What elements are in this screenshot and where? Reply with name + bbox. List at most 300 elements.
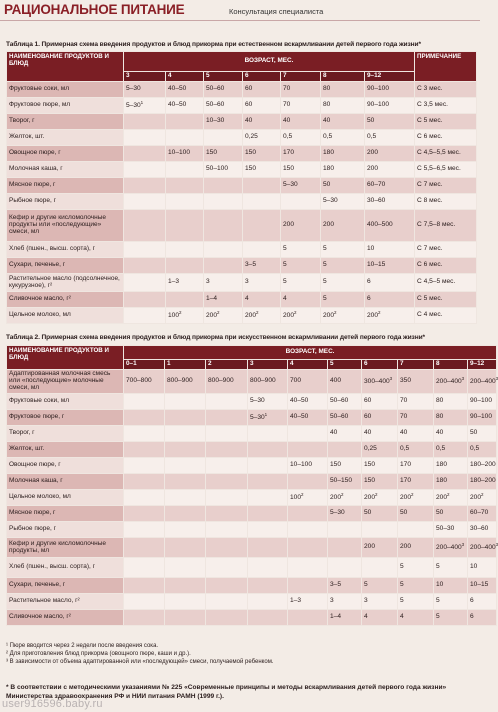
age-value-cell bbox=[166, 242, 204, 258]
product-name: Адаптированная молочная смесь или «последующие» молочные смеси, мл bbox=[7, 370, 124, 394]
table1-age-col: 6 bbox=[243, 72, 281, 82]
age-value-cell bbox=[328, 538, 362, 558]
product-name: Кефир и другие кисломолочные продукты, мл bbox=[7, 538, 124, 558]
product-name: Растительное масло (подсолнечное, кукурузное), г² bbox=[7, 274, 124, 292]
age-value-cell bbox=[288, 558, 328, 578]
age-value-cell bbox=[204, 258, 243, 274]
age-value-cell: 90–100 bbox=[468, 410, 497, 426]
header-divider bbox=[0, 20, 480, 21]
age-value-cell: 200 bbox=[365, 162, 415, 178]
note-cell: С 7 мес. bbox=[415, 242, 477, 258]
note-cell: С 5,5–6,5 мес. bbox=[415, 162, 477, 178]
age-value-cell: 180 bbox=[434, 474, 468, 490]
table-row bbox=[7, 98, 477, 114]
product-name: Растительное масло, г² bbox=[7, 594, 124, 610]
table2-age-col: 6 bbox=[362, 360, 398, 370]
age-value-cell bbox=[124, 410, 165, 426]
age-value-cell bbox=[248, 442, 288, 458]
note-cell: С 6 мес. bbox=[415, 258, 477, 274]
age-value-cell: 50–100 bbox=[204, 162, 243, 178]
age-value-cell: 50 bbox=[365, 114, 415, 130]
table-row bbox=[7, 410, 497, 426]
age-value-cell: 200 bbox=[281, 210, 321, 242]
table-row bbox=[7, 292, 477, 308]
age-value-cell: 5 bbox=[281, 258, 321, 274]
age-value-cell: 700–800 bbox=[124, 370, 165, 394]
age-value-cell: 5 bbox=[281, 274, 321, 292]
age-value-cell bbox=[124, 426, 165, 442]
age-value-cell bbox=[243, 194, 281, 210]
note-cell: С 6 мес. bbox=[415, 130, 477, 146]
age-value-cell: 6 bbox=[468, 610, 497, 626]
age-value-cell: 150 bbox=[281, 162, 321, 178]
age-value-cell bbox=[248, 490, 288, 506]
table-row bbox=[7, 490, 497, 506]
table1-age-col: 7 bbox=[281, 72, 321, 82]
table2-header-age: ВОЗРАСТ, МЕС. bbox=[124, 346, 497, 360]
age-value-cell: 150 bbox=[243, 162, 281, 178]
age-value-cell: 50–60 bbox=[204, 82, 243, 98]
age-value-cell bbox=[288, 522, 328, 538]
age-value-cell: $200^2$ bbox=[362, 490, 398, 506]
age-value-cell: $200-400^3$ bbox=[468, 538, 497, 558]
age-value-cell: 400–500 bbox=[365, 210, 415, 242]
age-value-cell: 40 bbox=[321, 114, 365, 130]
age-value-cell bbox=[124, 178, 166, 194]
age-value-cell: 5 bbox=[398, 558, 434, 578]
table1-header-product: НАИМЕНОВАНИЕ ПРОДУКТОВ И БЛЮД bbox=[7, 52, 124, 82]
note-cell: С 7,5–8 мес. bbox=[415, 210, 477, 242]
age-value-cell: 70 bbox=[281, 82, 321, 98]
age-value-cell bbox=[124, 146, 166, 162]
table-row bbox=[7, 578, 497, 594]
age-value-cell: 180–200 bbox=[468, 474, 497, 490]
age-value-cell bbox=[124, 594, 165, 610]
watermark: user916596.baby.ru bbox=[2, 698, 103, 710]
age-value-cell: 80 bbox=[434, 394, 468, 410]
age-value-cell bbox=[206, 490, 248, 506]
age-value-cell bbox=[243, 242, 281, 258]
age-value-cell: 70 bbox=[398, 410, 434, 426]
note-cell: С 4,5–5,5 мес. bbox=[415, 146, 477, 162]
age-value-cell: 350 bbox=[398, 370, 434, 394]
table-row bbox=[7, 474, 497, 490]
product-name: Фруктовые соки, мл bbox=[7, 82, 124, 98]
age-value-cell bbox=[124, 308, 166, 324]
product-name: Хлеб (пшен., высш. сорта), г bbox=[7, 242, 124, 258]
product-name: Молочная каша, г bbox=[7, 162, 124, 178]
age-value-cell: $200^2$ bbox=[328, 490, 362, 506]
table2-age-col: 8 bbox=[434, 360, 468, 370]
age-value-cell: 40 bbox=[243, 114, 281, 130]
age-value-cell bbox=[248, 474, 288, 490]
age-value-cell bbox=[206, 558, 248, 578]
age-value-cell bbox=[124, 474, 165, 490]
product-name: Рыбное пюре, г bbox=[7, 522, 124, 538]
age-value-cell: 5 bbox=[434, 610, 468, 626]
age-value-cell bbox=[165, 426, 206, 442]
product-name: Сухари, печенье, г bbox=[7, 578, 124, 594]
age-value-cell: $5-30^1$ bbox=[124, 98, 166, 114]
age-value-cell: 50 bbox=[468, 426, 497, 442]
age-value-cell bbox=[124, 242, 166, 258]
product-name: Кефир и другие кисломолочные продукты или «последующие» смеси, мл bbox=[7, 210, 124, 242]
age-value-cell bbox=[362, 558, 398, 578]
age-value-cell: $5-30^1$ bbox=[248, 410, 288, 426]
age-value-cell: 10–15 bbox=[468, 578, 497, 594]
product-name: Творог, г bbox=[7, 426, 124, 442]
age-value-cell: 60 bbox=[243, 82, 281, 98]
age-value-cell: $200^2$ bbox=[204, 308, 243, 324]
footnotes bbox=[6, 642, 273, 666]
product-name: Фруктовое пюре, мл bbox=[7, 98, 124, 114]
age-value-cell bbox=[206, 506, 248, 522]
age-value-cell bbox=[248, 558, 288, 578]
age-value-cell: 5–30 bbox=[321, 194, 365, 210]
age-value-cell bbox=[288, 506, 328, 522]
age-value-cell: 10 bbox=[365, 242, 415, 258]
table2-caption: Таблица 2. Примерная схема введения продуктов и блюд прикорма при искусственном вскармливании детей первого года жизни* bbox=[6, 334, 425, 341]
age-value-cell: 180 bbox=[434, 458, 468, 474]
age-value-cell: 60–70 bbox=[468, 506, 497, 522]
table-row bbox=[7, 506, 497, 522]
age-value-cell bbox=[124, 610, 165, 626]
product-name: Желток, шт. bbox=[7, 130, 124, 146]
age-value-cell bbox=[248, 610, 288, 626]
age-value-cell: 5 bbox=[321, 274, 365, 292]
table-row bbox=[7, 426, 497, 442]
age-value-cell: 10–100 bbox=[166, 146, 204, 162]
age-value-cell: 170 bbox=[398, 458, 434, 474]
table-row bbox=[7, 114, 477, 130]
age-value-cell: 30–60 bbox=[365, 194, 415, 210]
age-value-cell bbox=[124, 442, 165, 458]
age-value-cell: $300-400^3$ bbox=[362, 370, 398, 394]
age-value-cell: 700 bbox=[288, 370, 328, 394]
age-value-cell: 40 bbox=[281, 114, 321, 130]
age-value-cell: 5 bbox=[362, 578, 398, 594]
age-value-cell: 50–60 bbox=[328, 394, 362, 410]
age-value-cell bbox=[124, 274, 166, 292]
age-value-cell bbox=[248, 594, 288, 610]
table2-age-col: 4 bbox=[288, 360, 328, 370]
age-value-cell bbox=[165, 506, 206, 522]
age-value-cell bbox=[204, 178, 243, 194]
age-value-cell bbox=[124, 458, 165, 474]
source-note: * В соответствии с методическими указаниями № 225 «Современные принципы и методы вскармливания детей первого года жизни» Министерства здравоохранения РФ и НИИ питания РАМН (1999 г.). bbox=[6, 684, 447, 700]
age-value-cell bbox=[206, 594, 248, 610]
age-value-cell bbox=[206, 410, 248, 426]
age-value-cell bbox=[165, 394, 206, 410]
age-value-cell bbox=[328, 558, 362, 578]
product-name: Цельное молоко, мл bbox=[7, 490, 124, 506]
age-value-cell: 40 bbox=[362, 426, 398, 442]
age-value-cell bbox=[206, 610, 248, 626]
table-row bbox=[7, 258, 477, 274]
age-value-cell: 40 bbox=[328, 426, 362, 442]
age-value-cell: 1–3 bbox=[288, 594, 328, 610]
age-value-cell bbox=[206, 394, 248, 410]
age-value-cell bbox=[124, 538, 165, 558]
product-name: Овощное пюре, г bbox=[7, 146, 124, 162]
age-value-cell: 150 bbox=[328, 458, 362, 474]
age-value-cell: 3 bbox=[204, 274, 243, 292]
age-value-cell: 5 bbox=[321, 258, 365, 274]
age-value-cell: 800–900 bbox=[165, 370, 206, 394]
age-value-cell bbox=[165, 522, 206, 538]
age-value-cell: $200^2$ bbox=[398, 490, 434, 506]
age-value-cell: 800–900 bbox=[206, 370, 248, 394]
age-value-cell: 5–30 bbox=[328, 506, 362, 522]
age-value-cell bbox=[166, 194, 204, 210]
age-value-cell: 0,5 bbox=[281, 130, 321, 146]
age-value-cell: 400 bbox=[328, 370, 362, 394]
age-value-cell: 90–100 bbox=[365, 82, 415, 98]
table2-age-col: 1 bbox=[165, 360, 206, 370]
age-value-cell: 70 bbox=[398, 394, 434, 410]
age-value-cell: 5 bbox=[434, 558, 468, 578]
age-value-cell bbox=[165, 474, 206, 490]
age-value-cell bbox=[398, 522, 434, 538]
product-name: Сухари, печенье, г bbox=[7, 258, 124, 274]
age-value-cell: 0,5 bbox=[434, 442, 468, 458]
table-row bbox=[7, 162, 477, 178]
note-cell: С 4,5–5 мес. bbox=[415, 274, 477, 292]
age-value-cell: 150 bbox=[362, 458, 398, 474]
age-value-cell: 5 bbox=[321, 242, 365, 258]
table2-age-col: 9–12 bbox=[468, 360, 497, 370]
table-row bbox=[7, 130, 477, 146]
age-value-cell: 50–60 bbox=[204, 98, 243, 114]
age-value-cell bbox=[124, 292, 166, 308]
table-row bbox=[7, 242, 477, 258]
table-row bbox=[7, 82, 477, 98]
table2-age-col: 3 bbox=[248, 360, 288, 370]
age-value-cell: 70 bbox=[281, 98, 321, 114]
age-value-cell bbox=[124, 258, 166, 274]
age-value-cell bbox=[204, 130, 243, 146]
product-name: Рыбное пюре, г bbox=[7, 194, 124, 210]
age-value-cell: 0,5 bbox=[468, 442, 497, 458]
age-value-cell bbox=[206, 426, 248, 442]
age-value-cell: 800–900 bbox=[248, 370, 288, 394]
age-value-cell: 170 bbox=[398, 474, 434, 490]
age-value-cell: 0,25 bbox=[243, 130, 281, 146]
age-value-cell: 10 bbox=[434, 578, 468, 594]
product-name: Мясное пюре, г bbox=[7, 178, 124, 194]
age-value-cell bbox=[243, 210, 281, 242]
age-value-cell bbox=[248, 458, 288, 474]
age-value-cell: 6 bbox=[365, 292, 415, 308]
age-value-cell bbox=[248, 538, 288, 558]
age-value-cell: 5 bbox=[281, 242, 321, 258]
age-value-cell: 3 bbox=[362, 594, 398, 610]
table2-artificial-feeding bbox=[6, 345, 497, 626]
age-value-cell bbox=[288, 474, 328, 490]
age-value-cell: 50 bbox=[398, 506, 434, 522]
product-name: Фруктовое пюре, г bbox=[7, 410, 124, 426]
age-value-cell: 40–50 bbox=[288, 394, 328, 410]
age-value-cell bbox=[166, 292, 204, 308]
product-name: Сливочное масло, г² bbox=[7, 610, 124, 626]
age-value-cell: 180 bbox=[321, 162, 365, 178]
age-value-cell: 200 bbox=[362, 538, 398, 558]
table1-age-col: 9–12 bbox=[365, 72, 415, 82]
age-value-cell: 40–50 bbox=[166, 82, 204, 98]
age-value-cell bbox=[166, 162, 204, 178]
age-value-cell: 1–4 bbox=[328, 610, 362, 626]
product-name: Овощное пюре, г bbox=[7, 458, 124, 474]
table-row bbox=[7, 538, 497, 558]
age-value-cell: 200 bbox=[398, 538, 434, 558]
age-value-cell bbox=[288, 610, 328, 626]
table2-age-col: 7 bbox=[398, 360, 434, 370]
age-value-cell: 5 bbox=[321, 292, 365, 308]
table2-age-col: 0–1 bbox=[124, 360, 165, 370]
page-header bbox=[0, 0, 480, 22]
age-value-cell bbox=[165, 538, 206, 558]
age-value-cell: 150 bbox=[204, 146, 243, 162]
age-value-cell bbox=[124, 558, 165, 578]
age-value-cell bbox=[165, 442, 206, 458]
age-value-cell: 0,5 bbox=[365, 130, 415, 146]
age-value-cell bbox=[165, 458, 206, 474]
age-value-cell bbox=[166, 114, 204, 130]
age-value-cell bbox=[204, 210, 243, 242]
age-value-cell: $200-400^3$ bbox=[434, 538, 468, 558]
age-value-cell bbox=[288, 426, 328, 442]
age-value-cell bbox=[124, 162, 166, 178]
note-cell: С 4 мес. bbox=[415, 308, 477, 324]
age-value-cell bbox=[288, 538, 328, 558]
age-value-cell: 0,5 bbox=[398, 442, 434, 458]
age-value-cell bbox=[328, 442, 362, 458]
age-value-cell: 1–4 bbox=[204, 292, 243, 308]
age-value-cell: 60 bbox=[362, 394, 398, 410]
age-value-cell: 40 bbox=[398, 426, 434, 442]
table-row bbox=[7, 210, 477, 242]
age-value-cell bbox=[165, 578, 206, 594]
age-value-cell: 3 bbox=[328, 594, 362, 610]
age-value-cell: 50–30 bbox=[434, 522, 468, 538]
table1-caption: Таблица 1. Примерная схема введения продуктов и блюд прикорма при естественном вскармливании детей первого года жизни* bbox=[6, 41, 421, 48]
product-name: Творог, г bbox=[7, 114, 124, 130]
age-value-cell: 10–15 bbox=[365, 258, 415, 274]
age-value-cell: 6 bbox=[468, 594, 497, 610]
age-value-cell bbox=[124, 194, 166, 210]
product-name: Хлеб (пшен., высш. сорта), г bbox=[7, 558, 124, 578]
age-value-cell bbox=[124, 394, 165, 410]
product-name: Сливочное масло, г² bbox=[7, 292, 124, 308]
age-value-cell: 50–150 bbox=[328, 474, 362, 490]
age-value-cell bbox=[288, 578, 328, 594]
footnote-2: ² Для приготовления блюд прикорма (овощного пюре, каши и др.). bbox=[6, 651, 191, 658]
age-value-cell bbox=[204, 242, 243, 258]
product-name: Цельное молоко, мл bbox=[7, 308, 124, 324]
table-row bbox=[7, 442, 497, 458]
age-value-cell: $200^2$ bbox=[281, 308, 321, 324]
age-value-cell: 10–30 bbox=[204, 114, 243, 130]
age-value-cell: 150 bbox=[243, 146, 281, 162]
age-value-cell bbox=[248, 578, 288, 594]
table1-header-note: ПРИМЕЧАНИЕ bbox=[415, 52, 477, 82]
age-value-cell: 30–60 bbox=[468, 522, 497, 538]
age-value-cell: 5–30 bbox=[281, 178, 321, 194]
age-value-cell bbox=[328, 522, 362, 538]
table1-age-col: 5 bbox=[204, 72, 243, 82]
note-cell: С 7 мес. bbox=[415, 178, 477, 194]
age-value-cell: 60 bbox=[243, 98, 281, 114]
table1-header-age: ВОЗРАСТ, МЕС. bbox=[124, 52, 415, 72]
age-value-cell: 5 bbox=[434, 594, 468, 610]
age-value-cell bbox=[124, 506, 165, 522]
table-row bbox=[7, 178, 477, 194]
age-value-cell: 5–30 bbox=[248, 394, 288, 410]
age-value-cell: 0,25 bbox=[362, 442, 398, 458]
age-value-cell: 90–100 bbox=[468, 394, 497, 410]
table1-age-col: 4 bbox=[166, 72, 204, 82]
age-value-cell: $200-400^3$ bbox=[468, 370, 497, 394]
note-cell: С 5 мес. bbox=[415, 114, 477, 130]
table-row bbox=[7, 194, 477, 210]
age-value-cell bbox=[124, 578, 165, 594]
table-row bbox=[7, 394, 497, 410]
age-value-cell: $100^2$ bbox=[166, 308, 204, 324]
age-value-cell bbox=[206, 442, 248, 458]
age-value-cell: 170 bbox=[281, 146, 321, 162]
age-value-cell: $200^2$ bbox=[243, 308, 281, 324]
table-row bbox=[7, 370, 497, 394]
age-value-cell: 60 bbox=[362, 410, 398, 426]
age-value-cell: 5 bbox=[398, 578, 434, 594]
age-value-cell bbox=[165, 594, 206, 610]
product-name: Фруктовые соки, мл bbox=[7, 394, 124, 410]
product-name: Молочная каша, г bbox=[7, 474, 124, 490]
age-value-cell bbox=[124, 522, 165, 538]
age-value-cell bbox=[248, 506, 288, 522]
age-value-cell: 200 bbox=[365, 146, 415, 162]
age-value-cell bbox=[243, 178, 281, 194]
age-value-cell: 0,5 bbox=[321, 130, 365, 146]
age-value-cell: 40–50 bbox=[288, 410, 328, 426]
age-value-cell bbox=[165, 558, 206, 578]
age-value-cell: 40–50 bbox=[166, 98, 204, 114]
age-value-cell: $200^2$ bbox=[365, 308, 415, 324]
age-value-cell: 80 bbox=[434, 410, 468, 426]
age-value-cell bbox=[206, 522, 248, 538]
age-value-cell: 4 bbox=[398, 610, 434, 626]
age-value-cell bbox=[165, 410, 206, 426]
age-value-cell bbox=[281, 194, 321, 210]
age-value-cell: $200^2$ bbox=[434, 490, 468, 506]
note-cell: С 5 мес. bbox=[415, 292, 477, 308]
age-value-cell: 4 bbox=[243, 292, 281, 308]
section-tagline: Консультация специалиста bbox=[229, 7, 324, 16]
table-row bbox=[7, 558, 497, 578]
age-value-cell bbox=[165, 490, 206, 506]
age-value-cell bbox=[204, 194, 243, 210]
age-value-cell bbox=[124, 490, 165, 506]
table2-header-product: НАИМЕНОВАНИЕ ПРОДУКТОВ И БЛЮД bbox=[7, 346, 124, 370]
age-value-cell: 3–5 bbox=[243, 258, 281, 274]
age-value-cell: 180 bbox=[321, 146, 365, 162]
footnote-3: ³ В зависимости от объема адаптированной или «последующей» смеси, получаемой ребенком. bbox=[6, 659, 274, 666]
table-row bbox=[7, 458, 497, 474]
note-cell: С 8 мес. bbox=[415, 194, 477, 210]
age-value-cell bbox=[206, 458, 248, 474]
age-value-cell: 60–70 bbox=[365, 178, 415, 194]
age-value-cell: 4 bbox=[362, 610, 398, 626]
